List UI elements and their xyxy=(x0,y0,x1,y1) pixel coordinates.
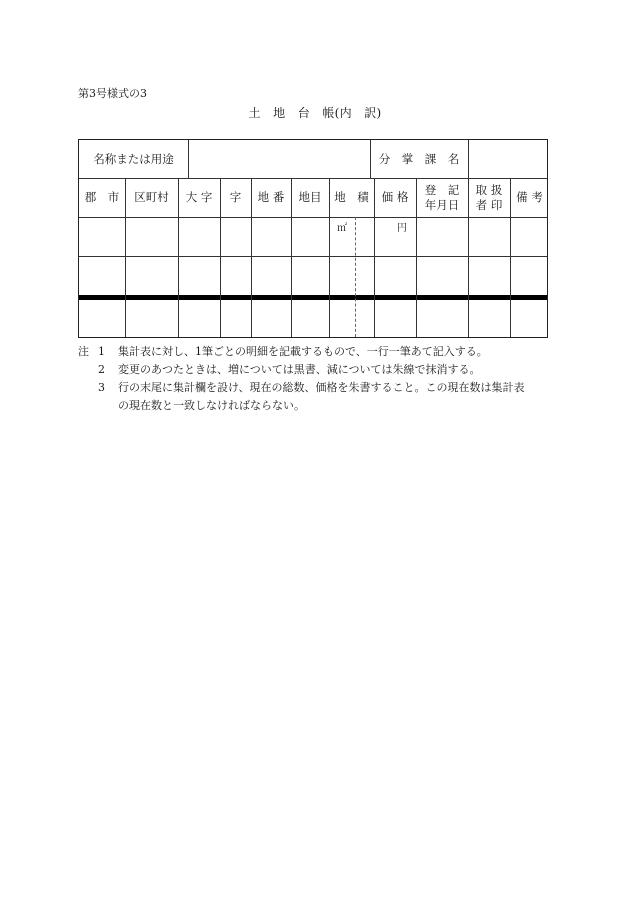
note-text: 変更のあつたときは、増については黒書、減については朱線で抹消する。 xyxy=(118,363,481,376)
notes xyxy=(78,343,558,415)
col-header-kakaku: 価 格 xyxy=(381,190,409,205)
col-header-biko: 備 考 xyxy=(516,190,543,205)
col-header-chiban: 地 番 xyxy=(257,190,285,205)
col-header-aza: 字 xyxy=(229,190,242,205)
col-header-ku-cho-son: 区町村 xyxy=(134,190,169,205)
thick-row-divider xyxy=(79,295,547,300)
col-header-gun-shi: 郡 市 xyxy=(84,190,120,205)
section-field[interactable] xyxy=(468,140,549,178)
note-item xyxy=(78,397,558,415)
ledger-table xyxy=(78,139,548,338)
note-number: 2 xyxy=(98,363,105,376)
note-text: 集計表に対し、1筆ごとの明細を記載するもので、一行一筆あて記入する。 xyxy=(118,345,488,358)
price-unit: 円 xyxy=(397,223,407,234)
col-header-chimoku: 地目 xyxy=(298,190,322,205)
document-title: 土 地 台 帳(内 訳) xyxy=(248,106,382,120)
note-item xyxy=(78,379,558,397)
name-or-use-label: 名称または用途 xyxy=(93,151,174,166)
form-number: 第3号様式の3 xyxy=(78,87,147,100)
row-divider xyxy=(79,217,547,218)
note-text: 行の末尾に集計欄を設け、現在の総数、価格を朱書すること。この現在数は集計表 xyxy=(118,381,525,394)
note-text: の現在数と一致しなければならない。 xyxy=(118,399,305,412)
col-header-chiseki: 地 積 xyxy=(334,190,369,205)
note-prefix: 注 xyxy=(78,345,89,358)
col-header-oaza: 大 字 xyxy=(185,190,213,205)
row-divider xyxy=(79,256,547,257)
note-number: 1 xyxy=(98,345,105,358)
area-decimal-divider xyxy=(355,217,356,337)
note-number: 3 xyxy=(98,381,105,394)
col-header-handler-seal: 取 扱 者 印 xyxy=(475,183,503,212)
name-or-use-field[interactable] xyxy=(188,140,370,178)
note-item xyxy=(78,361,558,379)
section-label: 分 掌 課 名 xyxy=(378,151,460,166)
col-header-toki-date: 登 記 年月日 xyxy=(424,183,460,212)
area-unit: ㎡ xyxy=(337,223,347,234)
note-item xyxy=(78,343,558,361)
